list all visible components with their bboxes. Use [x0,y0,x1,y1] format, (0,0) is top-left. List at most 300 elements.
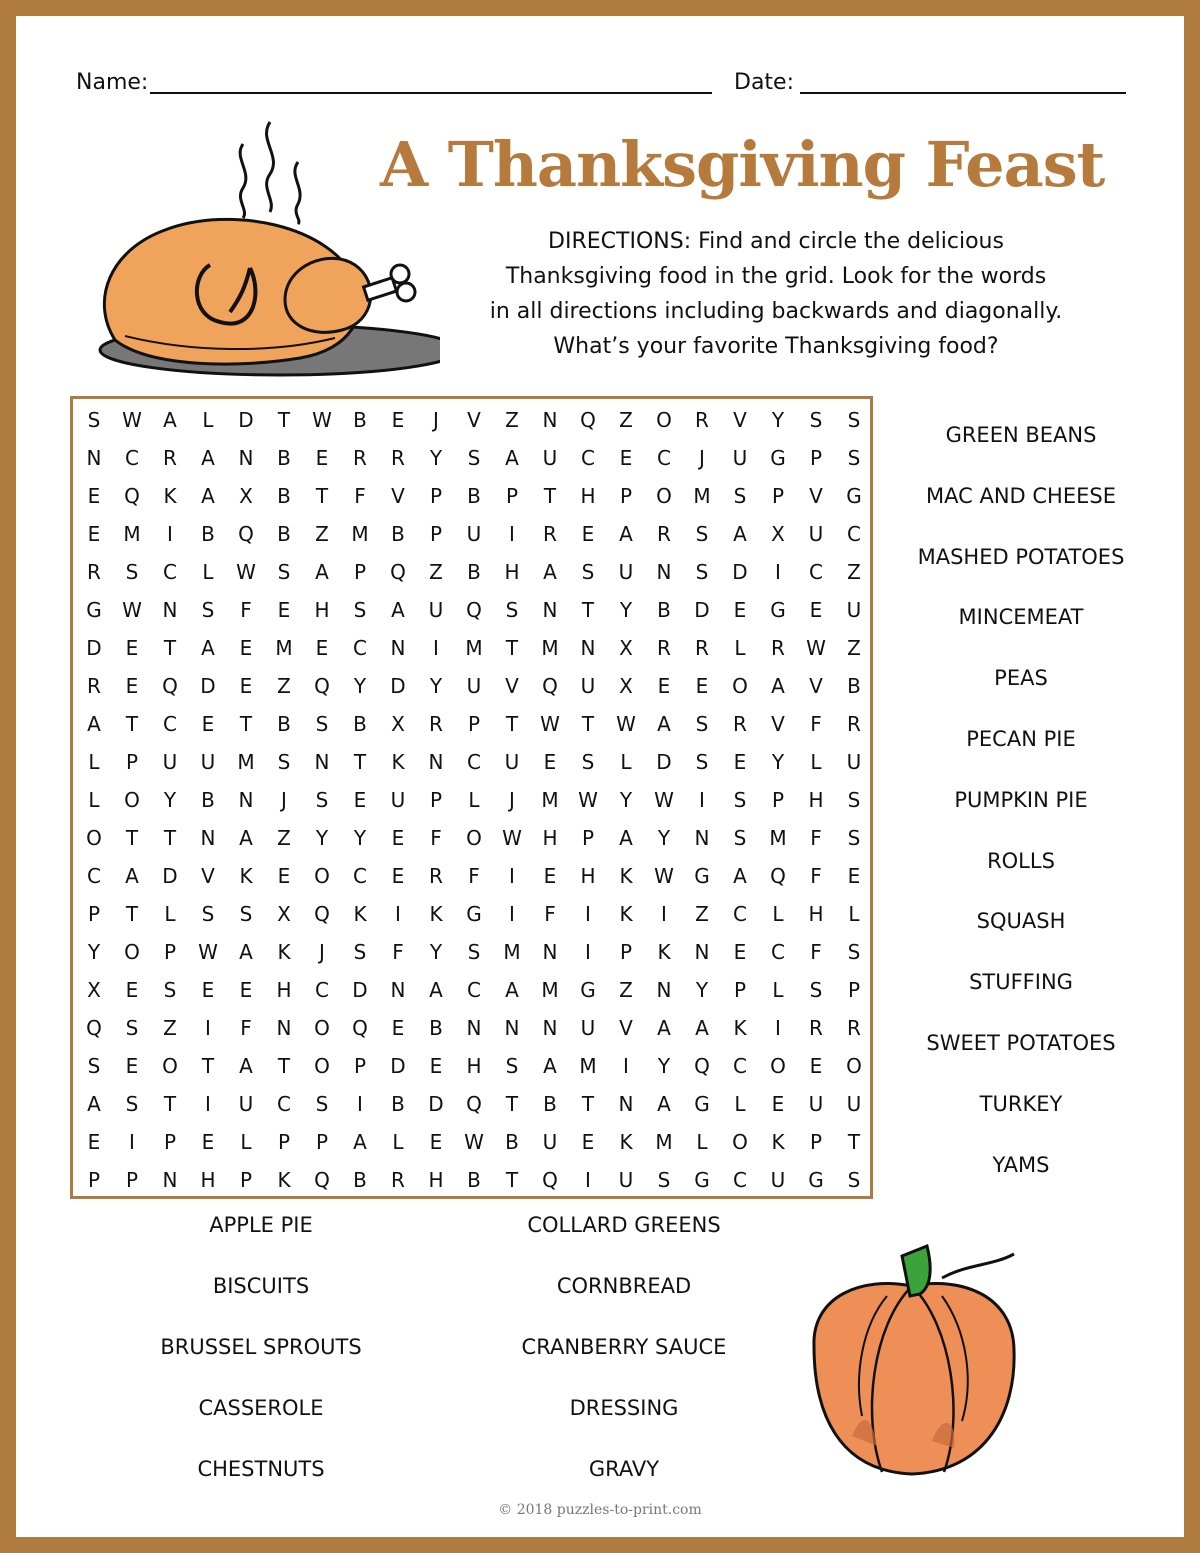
grid-letter[interactable]: R [657,522,671,546]
grid-letter[interactable]: P [163,940,177,964]
grid-letter[interactable]: S [581,560,595,584]
grid-letter[interactable]: L [240,1130,252,1154]
grid-letter[interactable]: X [239,484,253,508]
grid-letter[interactable]: M [275,636,293,660]
grid-letter[interactable]: P [429,484,443,508]
grid-letter[interactable]: I [167,522,173,546]
grid-letter[interactable]: E [581,1130,595,1154]
grid-letter[interactable]: L [848,902,860,926]
grid-letter[interactable]: A [657,712,671,736]
grid-letter[interactable]: R [695,408,709,432]
grid-letter[interactable]: T [277,1054,291,1078]
grid-letter[interactable]: K [277,940,291,964]
grid-letter[interactable]: R [87,560,101,584]
grid-letter[interactable]: B [277,522,291,546]
grid-letter[interactable]: Z [619,978,633,1002]
grid-letter[interactable]: W [502,826,522,850]
grid-letter[interactable]: P [581,826,595,850]
grid-letter[interactable]: S [657,1168,671,1192]
grid-letter[interactable]: O [846,1054,862,1078]
grid-letter[interactable]: N [694,940,710,964]
grid-letter[interactable]: L [202,408,214,432]
grid-letter[interactable]: B [353,712,367,736]
grid-letter[interactable]: K [277,1168,291,1192]
grid-letter[interactable]: E [125,1054,139,1078]
grid-letter[interactable]: P [809,1130,823,1154]
grid-letter[interactable]: F [810,712,822,736]
grid-letter[interactable]: B [467,1168,481,1192]
grid-letter[interactable]: R [543,522,557,546]
grid-letter[interactable]: B [201,522,215,546]
grid-letter[interactable]: N [542,598,558,622]
grid-letter[interactable]: D [238,408,254,432]
grid-letter[interactable]: W [654,788,674,812]
grid-letter[interactable]: S [847,826,861,850]
grid-letter[interactable]: S [809,978,823,1002]
grid-letter[interactable]: P [125,750,139,774]
grid-letter[interactable]: W [236,560,256,584]
grid-letter[interactable]: L [202,560,214,584]
grid-letter[interactable]: P [277,1130,291,1154]
grid-letter[interactable]: S [277,560,291,584]
grid-letter[interactable]: R [353,446,367,470]
grid-letter[interactable]: F [392,940,404,964]
grid-letter[interactable]: X [771,522,785,546]
grid-letter[interactable]: Q [238,522,254,546]
grid-letter[interactable]: E [543,750,557,774]
grid-letter[interactable]: E [695,674,709,698]
grid-letter[interactable]: H [276,978,292,1002]
grid-letter[interactable]: V [201,864,215,888]
grid-letter[interactable]: R [657,636,671,660]
date-line[interactable] [800,92,1126,94]
grid-letter[interactable]: E [809,1054,823,1078]
grid-letter[interactable]: W [122,408,142,432]
grid-letter[interactable]: S [847,408,861,432]
grid-letter[interactable]: I [357,1092,363,1116]
grid-letter[interactable]: R [771,636,785,660]
grid-letter[interactable]: G [694,1092,710,1116]
grid-letter[interactable]: I [509,864,515,888]
grid-letter[interactable]: A [315,560,329,584]
grid-letter[interactable]: O [732,1130,748,1154]
grid-letter[interactable]: O [124,788,140,812]
grid-letter[interactable]: Y [429,446,443,470]
grid-letter[interactable]: P [619,484,633,508]
grid-letter[interactable]: S [847,446,861,470]
grid-letter[interactable]: L [392,1130,404,1154]
grid-letter[interactable]: Y [771,408,785,432]
grid-letter[interactable]: S [125,1092,139,1116]
grid-letter[interactable]: O [162,1054,178,1078]
grid-letter[interactable]: C [315,978,329,1002]
grid-letter[interactable]: N [694,826,710,850]
grid-letter[interactable]: V [505,674,519,698]
grid-letter[interactable]: C [847,522,861,546]
grid-letter[interactable]: E [239,674,253,698]
grid-letter[interactable]: K [391,750,405,774]
grid-letter[interactable]: S [695,560,709,584]
grid-letter[interactable]: D [352,978,368,1002]
grid-letter[interactable]: P [429,788,443,812]
grid-letter[interactable]: S [239,902,253,926]
grid-letter[interactable]: Y [315,826,329,850]
grid-letter[interactable]: U [466,522,482,546]
grid-letter[interactable]: E [239,978,253,1002]
grid-letter[interactable]: D [200,674,216,698]
grid-letter[interactable]: N [580,636,596,660]
grid-letter[interactable]: E [771,1092,785,1116]
grid-letter[interactable]: U [580,1016,596,1040]
grid-letter[interactable]: N [200,826,216,850]
grid-letter[interactable]: P [847,978,861,1002]
grid-letter[interactable]: C [733,1054,747,1078]
grid-letter[interactable]: C [657,446,671,470]
grid-letter[interactable]: E [391,826,405,850]
grid-letter[interactable]: H [808,902,824,926]
grid-letter[interactable]: L [88,788,100,812]
grid-letter[interactable]: K [353,902,367,926]
grid-letter[interactable]: E [429,1130,443,1154]
grid-letter[interactable]: A [239,1054,253,1078]
grid-letter[interactable]: L [734,1092,746,1116]
grid-letter[interactable]: K [619,902,633,926]
grid-letter[interactable]: I [585,1168,591,1192]
grid-letter[interactable]: U [732,446,748,470]
grid-letter[interactable]: A [201,446,215,470]
grid-letter[interactable]: A [695,1016,709,1040]
grid-letter[interactable]: F [240,1016,252,1040]
grid-letter[interactable]: O [314,1016,330,1040]
grid-letter[interactable]: G [694,1168,710,1192]
grid-letter[interactable]: U [846,598,862,622]
grid-letter[interactable]: B [391,1092,405,1116]
grid-letter[interactable]: S [809,408,823,432]
grid-letter[interactable]: R [163,446,177,470]
grid-letter[interactable]: N [542,940,558,964]
grid-letter[interactable]: V [771,712,785,736]
grid-letter[interactable]: Y [429,674,443,698]
grid-letter[interactable]: C [733,902,747,926]
grid-letter[interactable]: R [87,674,101,698]
grid-letter[interactable]: O [466,826,482,850]
grid-letter[interactable]: V [809,674,823,698]
grid-letter[interactable]: O [314,864,330,888]
grid-letter[interactable]: U [542,446,558,470]
grid-letter[interactable]: E [315,446,329,470]
grid-letter[interactable]: E [277,598,291,622]
grid-letter[interactable]: Q [542,1168,558,1192]
grid-letter[interactable]: S [125,560,139,584]
grid-letter[interactable]: S [733,826,747,850]
grid-letter[interactable]: R [391,1168,405,1192]
grid-letter[interactable]: G [846,484,862,508]
grid-letter[interactable]: W [122,598,142,622]
grid-letter[interactable]: A [657,1092,671,1116]
grid-letter[interactable]: N [656,978,672,1002]
grid-letter[interactable]: Y [87,940,101,964]
grid-letter[interactable]: S [87,408,101,432]
grid-letter[interactable]: F [430,826,442,850]
grid-letter[interactable]: A [505,978,519,1002]
grid-letter[interactable]: S [847,940,861,964]
name-line[interactable] [150,92,712,94]
grid-letter[interactable]: B [353,408,367,432]
grid-letter[interactable]: D [162,864,178,888]
grid-letter[interactable]: S [201,598,215,622]
grid-letter[interactable]: R [429,864,443,888]
grid-letter[interactable]: V [733,408,747,432]
grid-letter[interactable]: N [390,636,406,660]
grid-letter[interactable]: G [86,598,102,622]
grid-letter[interactable]: V [467,408,481,432]
grid-letter[interactable]: P [733,978,747,1002]
grid-letter[interactable]: S [505,1054,519,1078]
grid-letter[interactable]: A [163,408,177,432]
grid-letter[interactable]: M [351,522,369,546]
grid-letter[interactable]: W [464,1130,484,1154]
grid-letter[interactable]: I [129,1130,135,1154]
grid-letter[interactable]: K [239,864,253,888]
grid-letter[interactable]: P [315,1130,329,1154]
grid-letter[interactable]: B [391,522,405,546]
grid-letter[interactable]: Q [694,1054,710,1078]
grid-letter[interactable]: I [433,636,439,660]
grid-letter[interactable]: K [619,1130,633,1154]
grid-letter[interactable]: I [205,1016,211,1040]
grid-letter[interactable]: T [125,902,139,926]
grid-letter[interactable]: J [699,446,705,470]
grid-letter[interactable]: W [654,864,674,888]
grid-letter[interactable]: K [733,1016,747,1040]
grid-letter[interactable]: S [87,1054,101,1078]
grid-letter[interactable]: J [509,788,515,812]
grid-letter[interactable]: Q [542,674,558,698]
grid-letter[interactable]: V [619,1016,633,1040]
grid-letter[interactable]: B [657,598,671,622]
grid-letter[interactable]: G [580,978,596,1002]
grid-letter[interactable]: N [656,560,672,584]
grid-letter[interactable]: F [468,864,480,888]
grid-letter[interactable]: S [695,750,709,774]
grid-letter[interactable]: E [657,674,671,698]
grid-letter[interactable]: A [201,636,215,660]
grid-letter[interactable]: U [200,750,216,774]
grid-letter[interactable]: P [771,484,785,508]
grid-letter[interactable]: G [770,446,786,470]
grid-letter[interactable]: S [201,902,215,926]
grid-letter[interactable]: U [466,674,482,698]
grid-letter[interactable]: R [847,1016,861,1040]
grid-letter[interactable]: W [198,940,218,964]
grid-letter[interactable]: E [353,788,367,812]
grid-letter[interactable]: N [466,1016,482,1040]
grid-letter[interactable]: X [277,902,291,926]
grid-letter[interactable]: I [205,1092,211,1116]
grid-letter[interactable]: A [125,864,139,888]
grid-letter[interactable]: I [509,522,515,546]
grid-letter[interactable]: E [87,522,101,546]
grid-letter[interactable]: E [125,636,139,660]
grid-letter[interactable]: P [353,1054,367,1078]
grid-letter[interactable]: X [619,636,633,660]
grid-letter[interactable]: M [237,750,255,774]
grid-letter[interactable]: Y [353,826,367,850]
grid-letter[interactable]: P [125,1168,139,1192]
grid-letter[interactable]: A [619,826,633,850]
grid-letter[interactable]: I [775,1016,781,1040]
grid-letter[interactable]: T [125,712,139,736]
grid-letter[interactable]: S [733,484,747,508]
grid-letter[interactable]: Q [314,902,330,926]
grid-letter[interactable]: Q [162,674,178,698]
grid-letter[interactable]: Y [695,978,709,1002]
grid-letter[interactable]: F [810,940,822,964]
grid-letter[interactable]: B [277,712,291,736]
grid-letter[interactable]: O [656,408,672,432]
grid-letter[interactable]: Z [429,560,443,584]
grid-letter[interactable]: N [618,1092,634,1116]
grid-letter[interactable]: J [433,408,439,432]
grid-letter[interactable]: E [315,636,329,660]
grid-letter[interactable]: R [847,712,861,736]
grid-letter[interactable]: Q [580,408,596,432]
grid-letter[interactable]: T [581,598,595,622]
grid-letter[interactable]: Y [429,940,443,964]
grid-letter[interactable]: P [505,484,519,508]
grid-letter[interactable]: E [277,864,291,888]
grid-letter[interactable]: L [88,750,100,774]
grid-letter[interactable]: Y [163,788,177,812]
grid-letter[interactable]: M [693,484,711,508]
grid-letter[interactable]: A [771,674,785,698]
grid-letter[interactable]: C [163,560,177,584]
grid-letter[interactable]: B [847,674,861,698]
grid-letter[interactable]: L [620,750,632,774]
grid-letter[interactable]: N [86,446,102,470]
grid-letter[interactable]: U [542,1130,558,1154]
grid-letter[interactable]: O [86,826,102,850]
grid-letter[interactable]: R [695,636,709,660]
grid-letter[interactable]: D [86,636,102,660]
grid-letter[interactable]: H [314,598,330,622]
grid-letter[interactable]: U [580,674,596,698]
grid-letter[interactable]: U [770,1168,786,1192]
grid-letter[interactable]: S [315,1092,329,1116]
grid-letter[interactable]: U [808,1092,824,1116]
grid-letter[interactable]: E [543,864,557,888]
grid-letter[interactable]: E [581,522,595,546]
grid-letter[interactable]: L [164,902,176,926]
grid-letter[interactable]: Y [771,750,785,774]
grid-letter[interactable]: I [661,902,667,926]
grid-letter[interactable]: J [281,788,287,812]
grid-letter[interactable]: S [315,712,329,736]
grid-letter[interactable]: K [619,864,633,888]
grid-letter[interactable]: K [429,902,443,926]
grid-letter[interactable]: E [733,940,747,964]
grid-letter[interactable]: Q [314,674,330,698]
grid-letter[interactable]: C [125,446,139,470]
grid-letter[interactable]: E [201,1130,215,1154]
grid-letter[interactable]: O [314,1054,330,1078]
grid-letter[interactable]: B [467,560,481,584]
grid-letter[interactable]: H [580,484,596,508]
grid-letter[interactable]: A [657,1016,671,1040]
grid-letter[interactable]: N [238,788,254,812]
grid-letter[interactable]: K [657,940,671,964]
grid-letter[interactable]: C [163,712,177,736]
grid-letter[interactable]: L [696,1130,708,1154]
grid-letter[interactable]: T [201,1054,215,1078]
grid-letter[interactable]: T [277,408,291,432]
grid-letter[interactable]: U [162,750,178,774]
grid-letter[interactable]: V [391,484,405,508]
grid-letter[interactable]: F [544,902,556,926]
grid-letter[interactable]: P [87,1168,101,1192]
grid-letter[interactable]: D [656,750,672,774]
grid-letter[interactable]: M [579,1054,597,1078]
grid-letter[interactable]: N [162,598,178,622]
grid-letter[interactable]: T [543,484,557,508]
grid-letter[interactable]: O [732,674,748,698]
grid-letter[interactable]: E [733,598,747,622]
grid-letter[interactable]: P [429,522,443,546]
grid-letter[interactable]: K [771,1130,785,1154]
grid-letter[interactable]: T [353,750,367,774]
grid-letter[interactable]: G [466,902,482,926]
grid-letter[interactable]: L [734,636,746,660]
grid-letter[interactable]: M [541,788,559,812]
grid-letter[interactable]: W [616,712,636,736]
grid-letter[interactable]: C [353,636,367,660]
grid-letter[interactable]: Z [847,560,861,584]
grid-letter[interactable]: W [578,788,598,812]
grid-letter[interactable]: S [125,1016,139,1040]
grid-letter[interactable]: T [125,826,139,850]
grid-letter[interactable]: G [694,864,710,888]
grid-letter[interactable]: I [623,1054,629,1078]
grid-letter[interactable]: E [201,712,215,736]
grid-letter[interactable]: Y [619,598,633,622]
grid-letter[interactable]: P [163,1130,177,1154]
grid-letter[interactable]: R [391,446,405,470]
grid-letter[interactable]: T [163,826,177,850]
grid-letter[interactable]: A [733,522,747,546]
grid-letter[interactable]: I [395,902,401,926]
grid-letter[interactable]: A [201,484,215,508]
grid-letter[interactable]: I [775,560,781,584]
grid-letter[interactable]: S [353,598,367,622]
grid-letter[interactable]: I [699,788,705,812]
grid-letter[interactable]: S [733,788,747,812]
grid-letter[interactable]: M [655,1130,673,1154]
grid-letter[interactable]: E [125,978,139,1002]
grid-letter[interactable]: E [239,636,253,660]
grid-letter[interactable]: S [353,940,367,964]
grid-letter[interactable]: D [694,598,710,622]
grid-letter[interactable]: X [619,674,633,698]
grid-letter[interactable]: H [504,560,520,584]
grid-letter[interactable]: N [238,446,254,470]
grid-letter[interactable]: P [87,902,101,926]
grid-letter[interactable]: Q [466,1092,482,1116]
grid-letter[interactable]: M [503,940,521,964]
grid-letter[interactable]: Z [277,674,291,698]
grid-letter[interactable]: Q [352,1016,368,1040]
grid-letter[interactable]: C [353,864,367,888]
grid-letter[interactable]: Z [847,636,861,660]
